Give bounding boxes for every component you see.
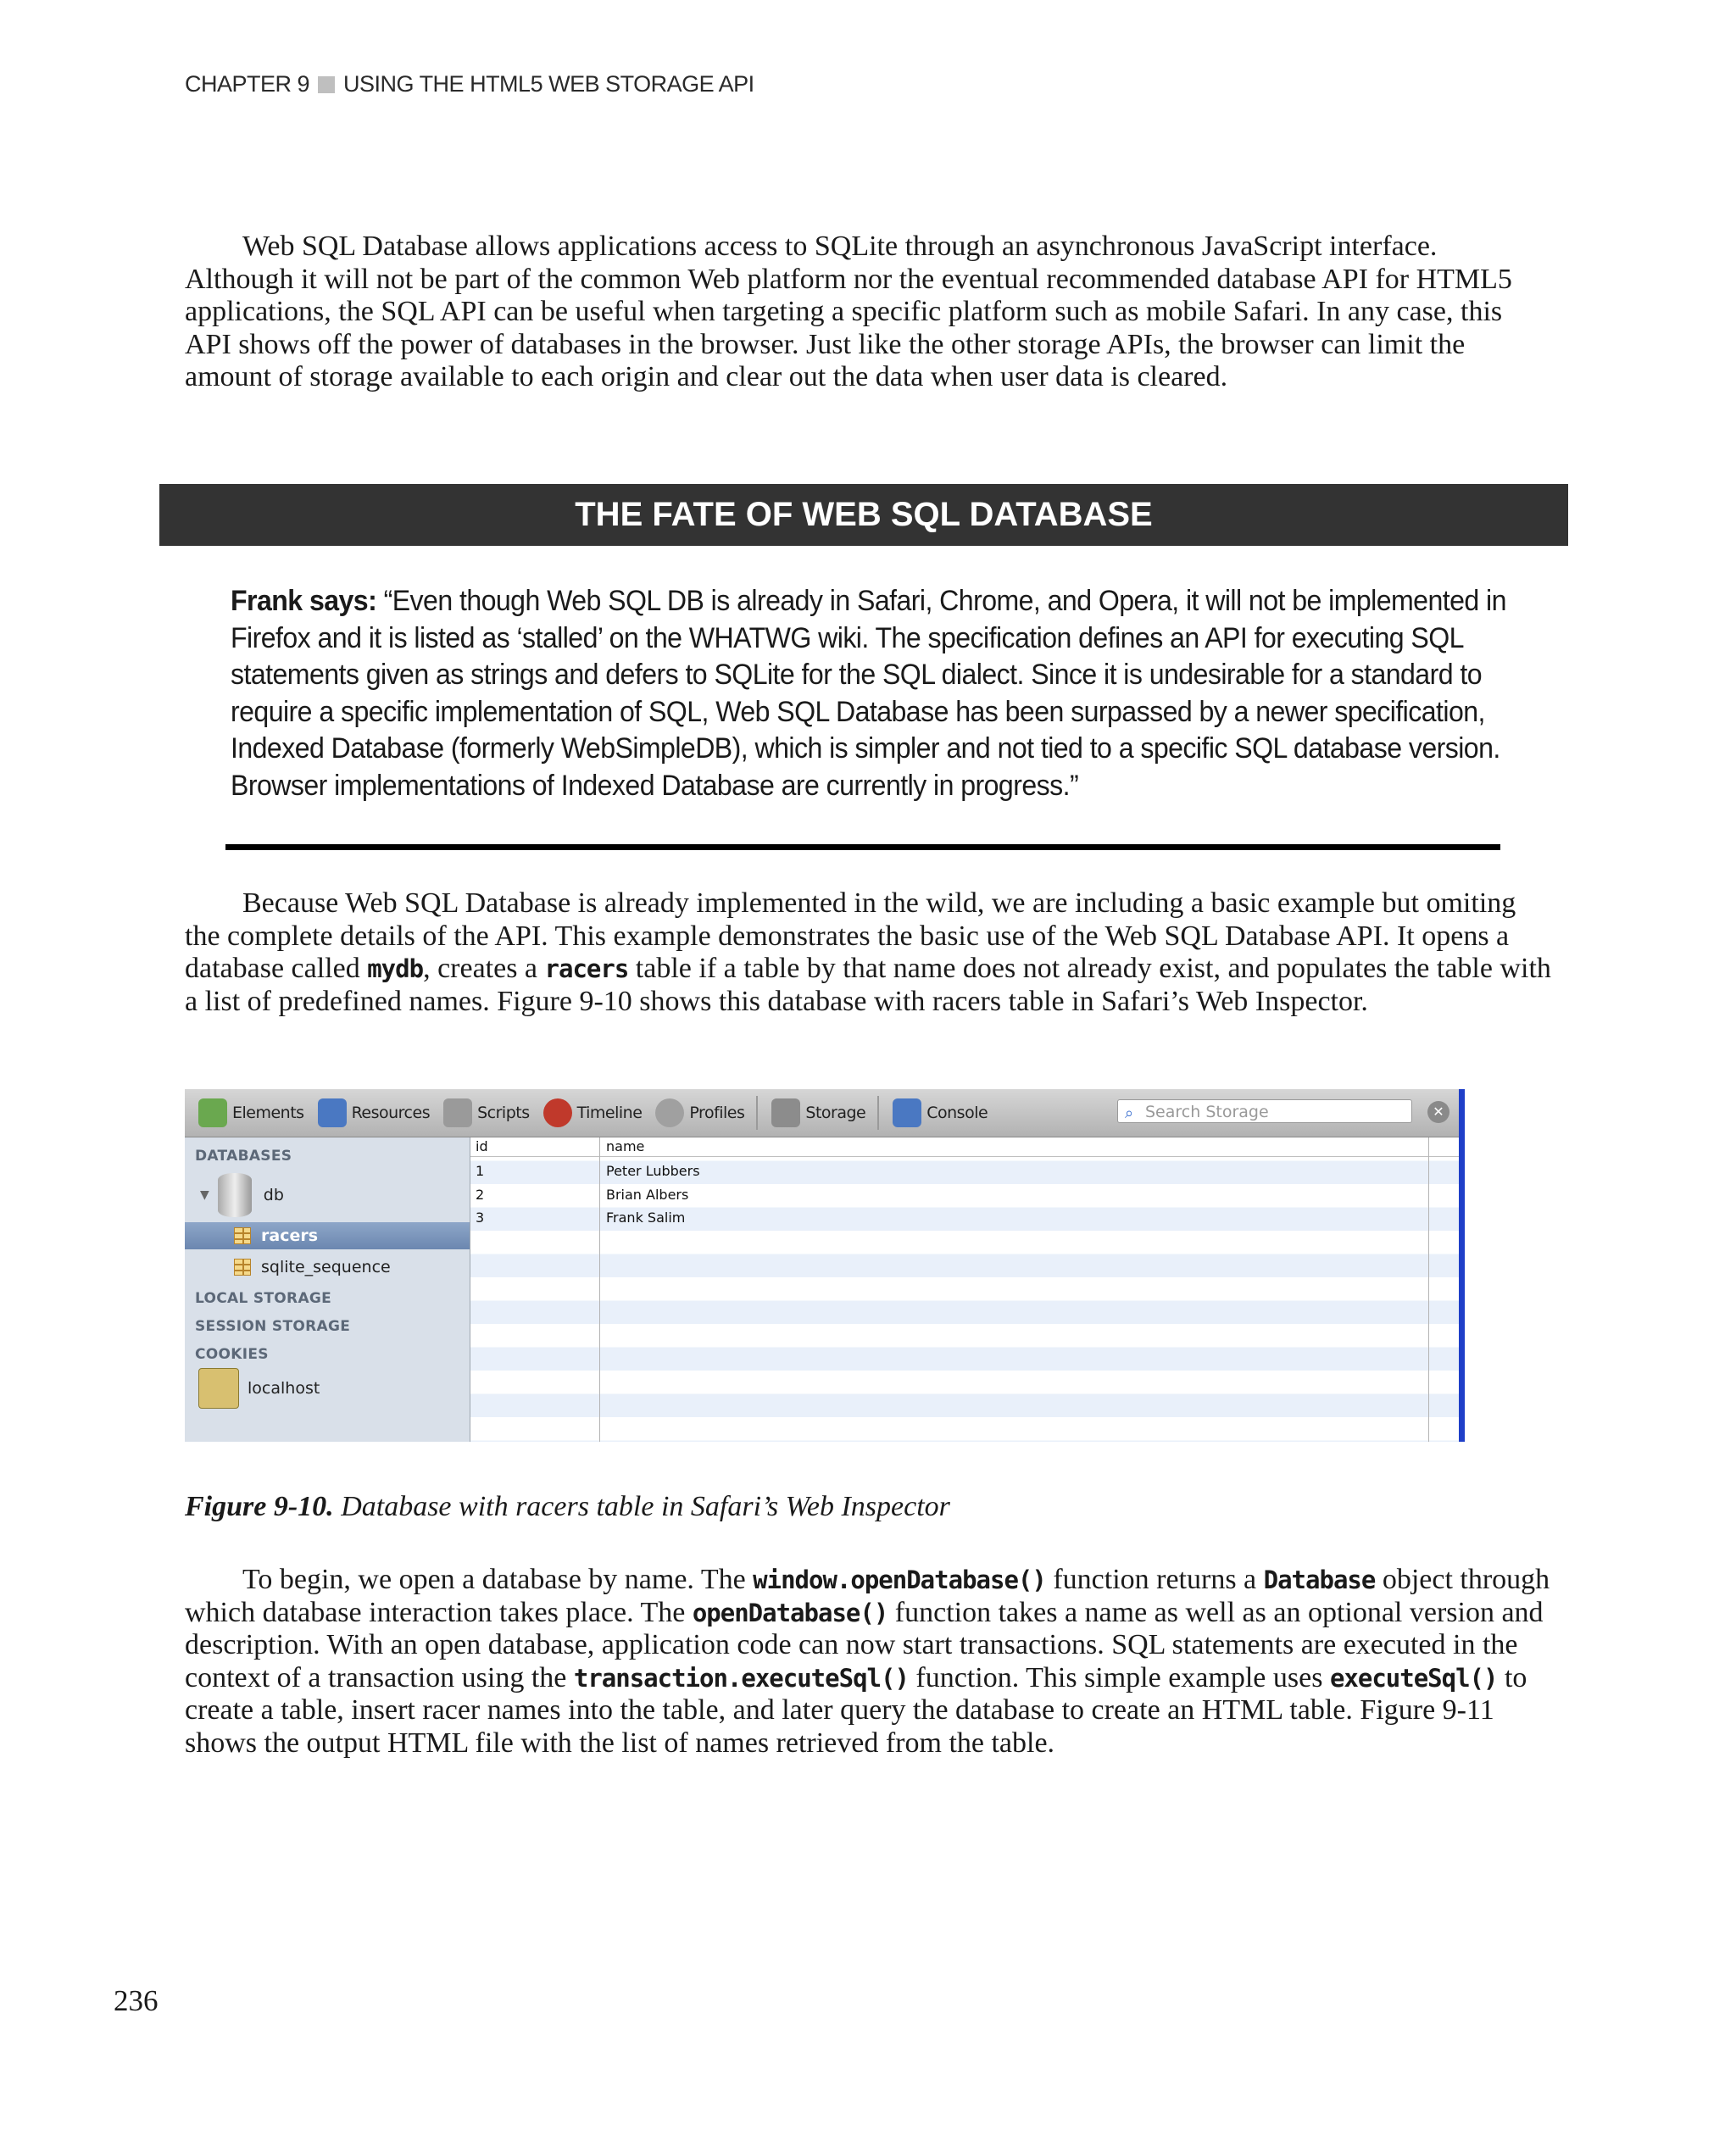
sidebar-title: THE FATE OF WEB SQL DATABASE [159,484,1568,546]
chapter-label: CHAPTER 9 [185,71,310,97]
sidebar-rule [225,844,1500,850]
session-storage-header[interactable]: SESSION STORAGE [195,1318,351,1335]
cookies-header[interactable]: COOKIES [195,1346,269,1363]
column-divider [599,1137,600,1442]
table-row-1-id[interactable]: 1 [476,1163,485,1179]
scripts-icon [443,1098,472,1127]
elements-icon [198,1098,227,1127]
table-icon [234,1227,251,1244]
para3-text-1: To begin, we open a database by name. The [242,1564,754,1595]
para1-text: Web SQL Database allows applications access to SQLite through an asynchronous JavaScript interface. Although it will not be part of the common Web platform nor the eventual recommended database API for HTML5 applications, the SQL API can be useful when targeting a specific platform such as mobile Safari. In any case, this API shows off the power of databases in the browser. Just like the other storage APIs, the browser can limit the amount of storage available to each origin and clear out the data when user data is cleared. [185,231,1512,393]
tab-resources[interactable] [318,1098,431,1127]
sidebar-item-racers[interactable] [234,1226,318,1245]
code-executesql: executeSql() [1329,1663,1498,1693]
timeline-icon [543,1098,572,1127]
code-racers: racers [544,954,629,984]
column-divider [1428,1137,1429,1442]
para3-text-3: object through which database interaction takes place. The [185,1564,1550,1628]
tab-label: Resources [351,1104,431,1122]
code-opendatabase: openDatabase() [692,1598,888,1627]
search-placeholder: Search Storage [1145,1103,1269,1121]
chapter-title: USING THE HTML5 WEB STORAGE API [343,71,754,97]
cookie-icon [198,1368,239,1409]
disclosure-triangle-icon[interactable]: ▼ [200,1188,209,1202]
close-icon[interactable]: ✕ [1427,1101,1449,1123]
code-database: Database [1263,1565,1376,1594]
resources-icon [318,1098,347,1127]
web-inspector-screenshot [185,1089,1472,1442]
tab-label: Elements [232,1104,304,1122]
tab-label: Timeline [576,1104,643,1122]
running-head [185,71,754,97]
toolbar-separator [877,1096,879,1130]
para3-text-5: function. This simple example uses [908,1661,1330,1693]
sidebar-quote-text: “Even though Web SQL DB is already in Safari, Chrome, and Opera, it will not be implemented in Firefox and it is listed as ‘stalled’ on the WHATWG wiki. The specification defines an API for executing SQL statements given as strings and defers to SQLite for the SQL dialect. Since it is undesirable for a standard to require a specific implementation of SQL, Web SQL Database has been surpassed by a newer specification, Indexed Database (formerly WebSimpleDB), which is simpler and not tied to a specific SQL database version. Browser implementations of Indexed Database are currently in progress.” [231,585,1506,802]
code-window-opendatabase: window.openDatabase() [753,1565,1046,1594]
storage-icon [771,1098,800,1127]
search-input[interactable] [1117,1099,1412,1123]
cookie-host-label: localhost [248,1379,320,1398]
storage-sidebar [185,1137,470,1442]
sidebar-item-racers-selected[interactable] [185,1222,470,1249]
code-transaction-executesql: transaction.executeSql() [573,1663,909,1693]
body-paragraph-1 [185,231,1551,394]
sidebar-speaker: Frank says: [231,585,377,617]
para3-text-2: function returns a [1045,1564,1264,1595]
tab-scripts[interactable] [443,1098,530,1127]
tab-label: Storage [805,1104,866,1122]
figure-label: Figure 9-10. [185,1491,334,1522]
page-number: 236 [114,1984,159,2017]
table-icon [234,1259,251,1276]
sidebar-quote [231,583,1516,805]
profiles-icon [655,1098,684,1127]
console-icon [893,1098,921,1127]
window-edge [1459,1089,1465,1442]
tab-elements[interactable] [198,1098,304,1127]
table-row-3-id[interactable]: 3 [476,1210,485,1226]
grid-header [470,1137,1459,1157]
table-row-2-id[interactable]: 2 [476,1187,485,1203]
sidebar-item-sqlite-sequence[interactable] [234,1258,391,1276]
tab-storage[interactable] [771,1098,865,1127]
column-name[interactable]: name [606,1138,645,1154]
tab-label: Profiles [689,1104,745,1122]
table-label: racers [261,1226,319,1245]
table-row-1-name[interactable]: Peter Lubbers [606,1163,700,1179]
para3-text-6: to create a table, insert racer names into the table, and later query the database to create an HTML table. Figure 9-11 shows the output HTML file with the list of names retrieved from the table. [185,1661,1527,1759]
table-label: sqlite_sequence [261,1258,391,1276]
para2-text-1: Because Web SQL Database is already implemented in the wild, we are including a basic example but omiting the complete details of the API. This example demonstrates the basic use of the Web SQL Database API. It opens a database called [185,887,1516,985]
body-paragraph-2 [185,887,1551,1018]
search-icon: ⌕ [1125,1104,1134,1122]
database-icon [218,1173,252,1217]
code-mydb: mydb [367,954,424,984]
inspector-toolbar [185,1089,1465,1137]
body-paragraph-3 [185,1564,1551,1760]
para3-text-4: function takes a name as well as an optional version and description. With an open database, application code can now start transactions. SQL statements are executed in the context of a transaction using the [185,1596,1544,1693]
databases-header: DATABASES [195,1148,292,1165]
data-grid [470,1137,1459,1442]
figure-caption-text: Database with racers table in Safari’s Web Inspector [341,1491,950,1522]
para2-text-2: , creates a [423,953,545,985]
tab-profiles[interactable] [655,1098,744,1127]
tab-timeline[interactable] [543,1098,643,1127]
tab-label: Console [926,1104,988,1122]
sidebar-item-localhost[interactable] [198,1368,320,1409]
toolbar-separator [756,1096,758,1130]
para2-text-3: table if a table by that name does not already exist, and populates the table with a list of predefined names. Figure 9-10 shows this database with racers table in Safari’s Web Inspector. [185,953,1551,1017]
local-storage-header[interactable]: LOCAL STORAGE [195,1290,332,1307]
figure-caption [185,1491,950,1523]
db-node[interactable] [200,1173,284,1217]
table-row-3-name[interactable]: Frank Salim [606,1210,686,1226]
separator-square [318,76,335,93]
tab-console[interactable] [893,1098,988,1127]
column-id[interactable]: id [476,1138,488,1154]
db-label: db [263,1186,284,1204]
table-row-2-name[interactable]: Brian Albers [606,1187,689,1203]
tab-label: Scripts [477,1104,530,1122]
